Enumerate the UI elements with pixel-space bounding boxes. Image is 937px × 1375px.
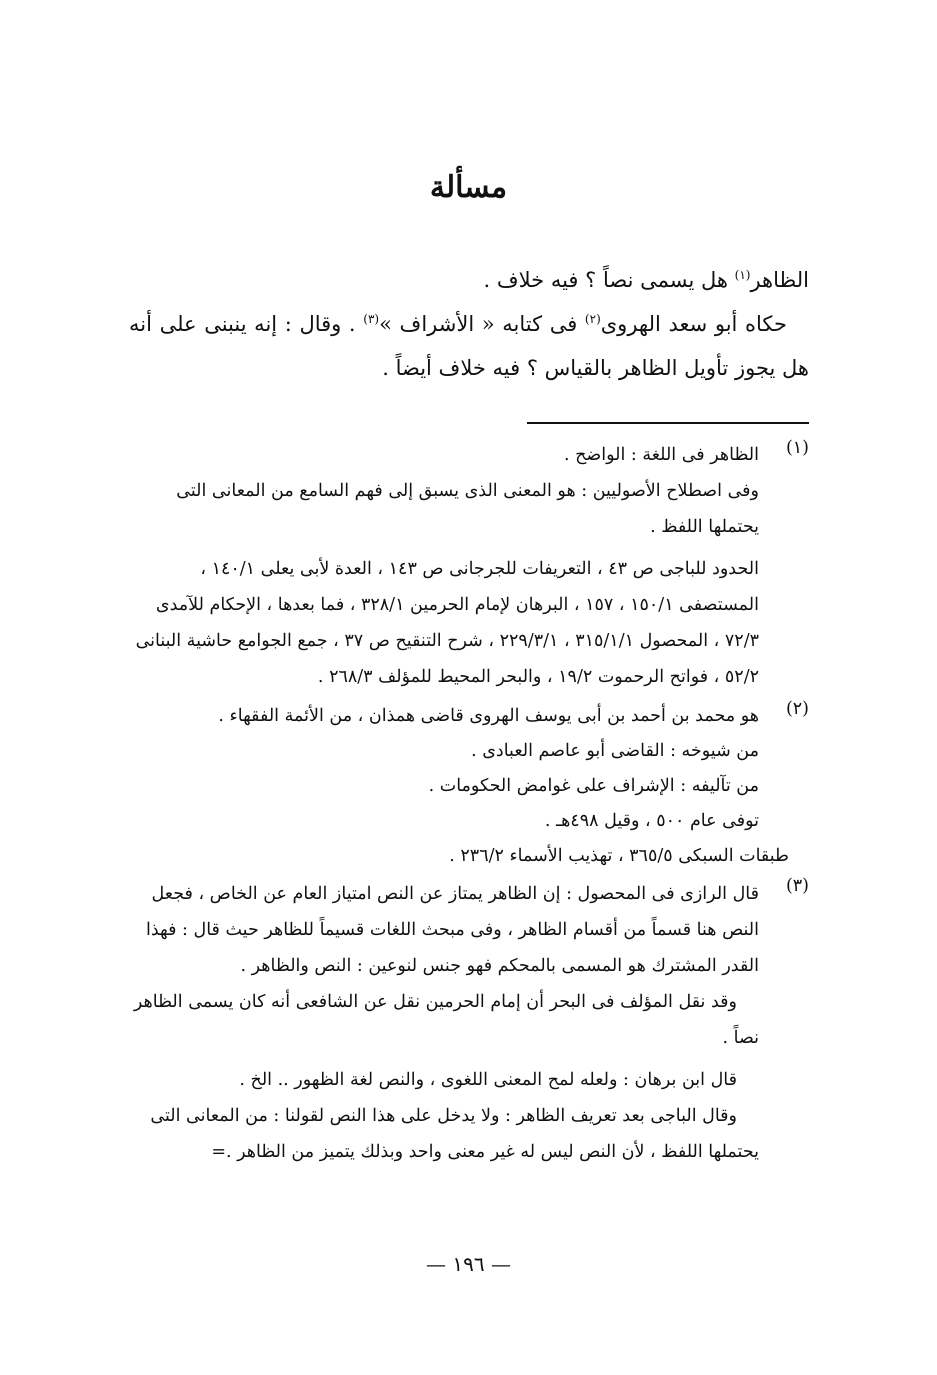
footnote-3 [129, 876, 809, 1170]
main-paragraph-2 [129, 302, 809, 390]
footnote-line: الظاهر فى اللغة : الواضح . [563, 445, 759, 465]
footnote-line: من تآليفه : الإشراف على غوامض الحكومات . [428, 776, 759, 796]
page-title: مسألة [429, 170, 508, 205]
footnote-ref-1: (١) [734, 268, 751, 282]
footnote-line: وقال الباجى بعد تعريف الظاهر : ولا يدخل على هذا النص لقولنا : من المعانى التى يحتملها اللفظ ، لأن النص ليس له غير معنى واحد وبذلك يتميز من الظاهر .= [150, 1106, 759, 1162]
footnote-ref-2: (٢) [584, 312, 601, 326]
main-text [129, 258, 809, 390]
footnote-line: الحدود للباجى ص ٤٣ ، التعريفات للجرجانى ص ١٤٣ ، العدة لأبى يعلى ١٤٠/١ ، المستصفى ١٥٠/١ ، ١٥٧ ، البرهان لإمام الحرمين ٣٢٨/١ ، فما بعدها ، الإحكام للآمدى ٧٢/٣ ، المحصول ٣١٥/١/١ ، ٢٢٩/٣/١ ، شرح التنقيح ص ٣٧ ، جمع الجوامع حاشية البنانى ٥٢/٢ ، فواتح الرحموت ١٩/٢ ، والبحر المحيط للمؤلف ٢٦٨/٣ . [135, 559, 759, 687]
footnote-number: (١) [785, 438, 809, 458]
page-number: — ١٩٦ — [426, 1252, 511, 1276]
footnote-1 [129, 438, 809, 695]
footnote-number: (٣) [785, 876, 809, 896]
footnote-line: من شيوخه : القاضى أبو عاصم العبادى . [471, 741, 759, 761]
footnote-line: وفى اصطلاح الأصوليين : هو المعنى الذى يسبق إلى فهم السامع من المعانى التى يحتملها اللفظ . [176, 481, 759, 537]
main-text-segment: هل يسمى نصاً ؟ فيه خلاف . [483, 268, 735, 292]
footnote-ref-3: (٣) [363, 312, 380, 326]
footnote-line: قال ابن برهان : ولعله لمح المعنى اللغوى ، والنص لغة الظهور .. الخ . [239, 1070, 737, 1090]
footnotes [129, 438, 809, 1170]
main-text-segment: . وقال : إنه ينبنى على أنه هل يجوز تأويل الظاهر بالقياس ؟ فيه خلاف أيضاً . [129, 312, 809, 380]
footnote-line: وقد نقل المؤلف فى البحر أن إمام الحرمين نقل عن الشافعى أنه كان يسمى الظاهر نصاً . [133, 992, 759, 1048]
footnote-line: قال الرازى فى المحصول : إن الظاهر يمتاز عن النص امتياز العام عن الخاص ، فجعل النص هنا قسماً من أقسام الظاهر ، وفى مبحث اللغات قسيماً للظاهر حيث قال : فهذا القدر المشترك هو المسمى بالمحكم فهو جنس لنوعين : النص والظاهر . [146, 884, 759, 976]
main-text-segment: الظاهر [750, 268, 809, 292]
footnote-divider [527, 422, 809, 424]
main-text-segment: حكاه أبو سعد الهروى [600, 312, 787, 336]
main-text-segment: فى كتابه « الأشراف » [379, 312, 585, 336]
footnote-line: هو محمد بن أحمد بن أبى يوسف الهروى قاضى همذان ، من الأئمة الفقهاء . [218, 706, 759, 726]
footnote-2 [129, 699, 809, 874]
main-paragraph-1 [129, 258, 809, 302]
footnote-number: (٢) [785, 699, 809, 719]
footnote-line: طبقات السبكى ٣٦٥/٥ ، تهذيب الأسماء ٢٣٦/٢ . [449, 846, 789, 866]
footnote-line: توفى عام ٥٠٠ ، وقيل ٤٩٨هـ . [544, 811, 759, 831]
